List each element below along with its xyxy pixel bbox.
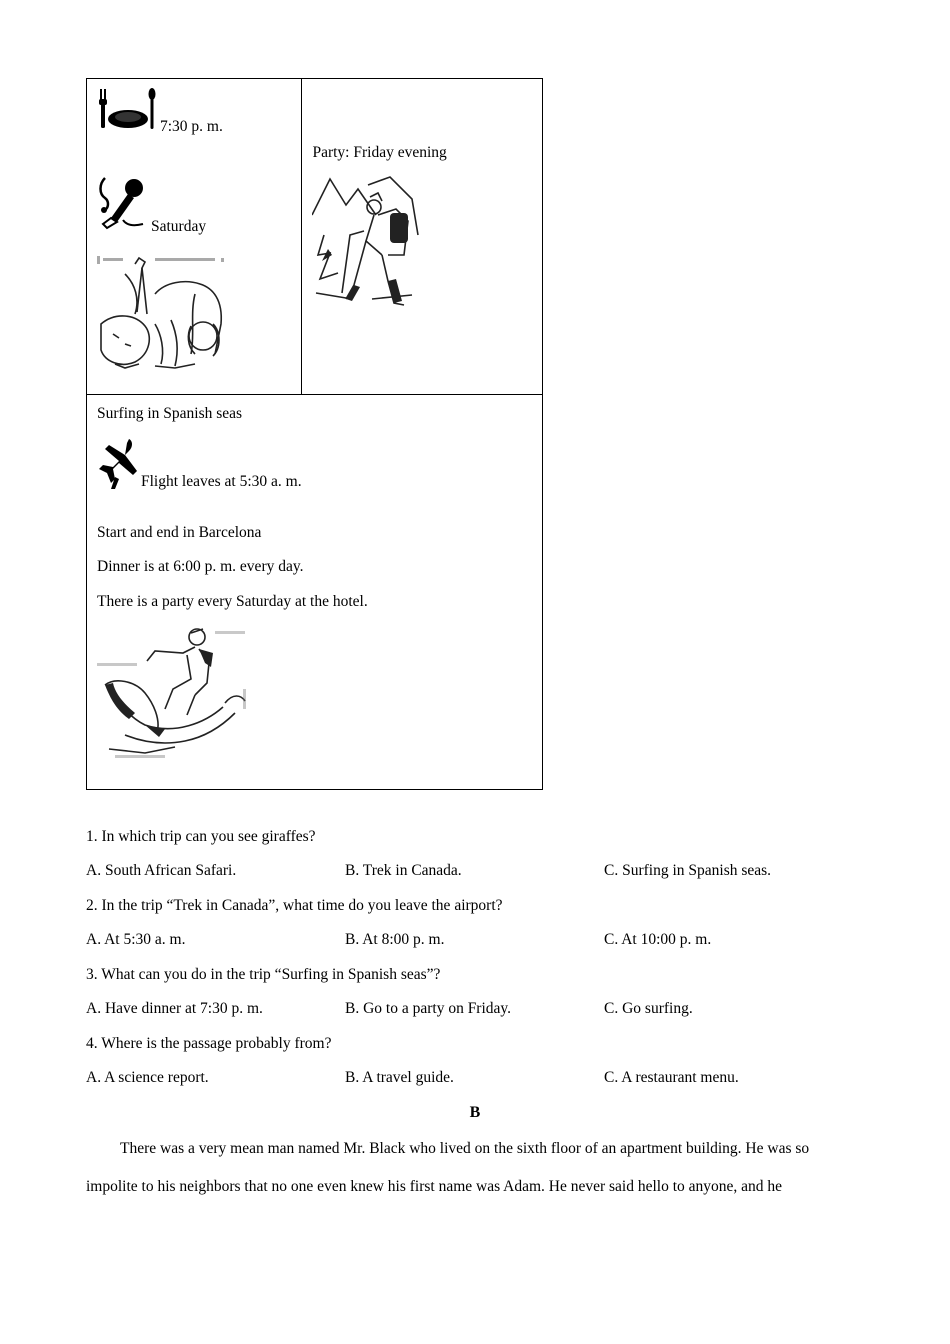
option-a: A. Have dinner at 7:30 p. m.: [86, 1000, 263, 1017]
question-stem: 4. Where is the passage probably from?: [86, 1035, 332, 1052]
trips-table: [86, 78, 543, 790]
safari-cell: [87, 79, 302, 395]
option-b: B. A travel guide.: [345, 1069, 454, 1086]
plate-fork-spoon-icon: [97, 87, 159, 133]
option-c: C. A restaurant menu.: [604, 1069, 739, 1086]
surf-title: Surfing in Spanish seas: [97, 405, 243, 422]
flight-time: Flight leaves at 5:30 a. m.: [141, 473, 302, 490]
option-a: A. South African Safari.: [86, 862, 237, 879]
option-b: B. Trek in Canada.: [345, 862, 462, 879]
option-b: B. Go to a party on Friday.: [345, 1000, 512, 1017]
mountain-hiker-illustration: [312, 175, 420, 307]
surfer-illustration: [95, 623, 250, 763]
section-paragraph: There was a very mean man named Mr. Black who lived on the sixth floor of an apartment building. He was so impolite to his neighbors that no one even knew his first name was Adam. He never said hello to anyone, and he: [86, 1140, 810, 1195]
dinner-time: 7:30 p. m.: [160, 118, 223, 135]
section-heading: B: [469, 1104, 481, 1121]
option-a: A. A science report.: [86, 1069, 209, 1086]
music-day: Saturday: [151, 218, 207, 235]
option-a: A. At 5:30 a. m.: [86, 931, 186, 948]
dinner-info: Dinner is at 6:00 p. m. every day.: [97, 558, 304, 575]
option-c: C. At 10:00 p. m.: [604, 931, 712, 948]
start-end: Start and end in Barcelona: [97, 524, 262, 541]
wild-animals-illustration: [95, 254, 230, 372]
surf-cell: [87, 395, 543, 790]
airplane-icon: [99, 437, 141, 491]
trek-party: Party: Friday evening: [312, 144, 447, 161]
question-stem: 2. In the trip “Trek in Canada”, what time do you leave the airport?: [86, 897, 503, 914]
question-stem: 3. What can you do in the trip “Surfing in Spanish seas”?: [86, 966, 441, 983]
option-c: C. Go surfing.: [604, 1000, 693, 1017]
question-stem: 1. In which trip can you see giraffes?: [86, 828, 316, 845]
party-info: There is a party every Saturday at the hotel.: [97, 593, 368, 610]
option-b: B. At 8:00 p. m.: [345, 931, 445, 948]
trek-cell: [302, 79, 543, 395]
option-c: C. Surfing in Spanish seas.: [604, 862, 772, 879]
microphone-music-icon: [97, 174, 149, 232]
